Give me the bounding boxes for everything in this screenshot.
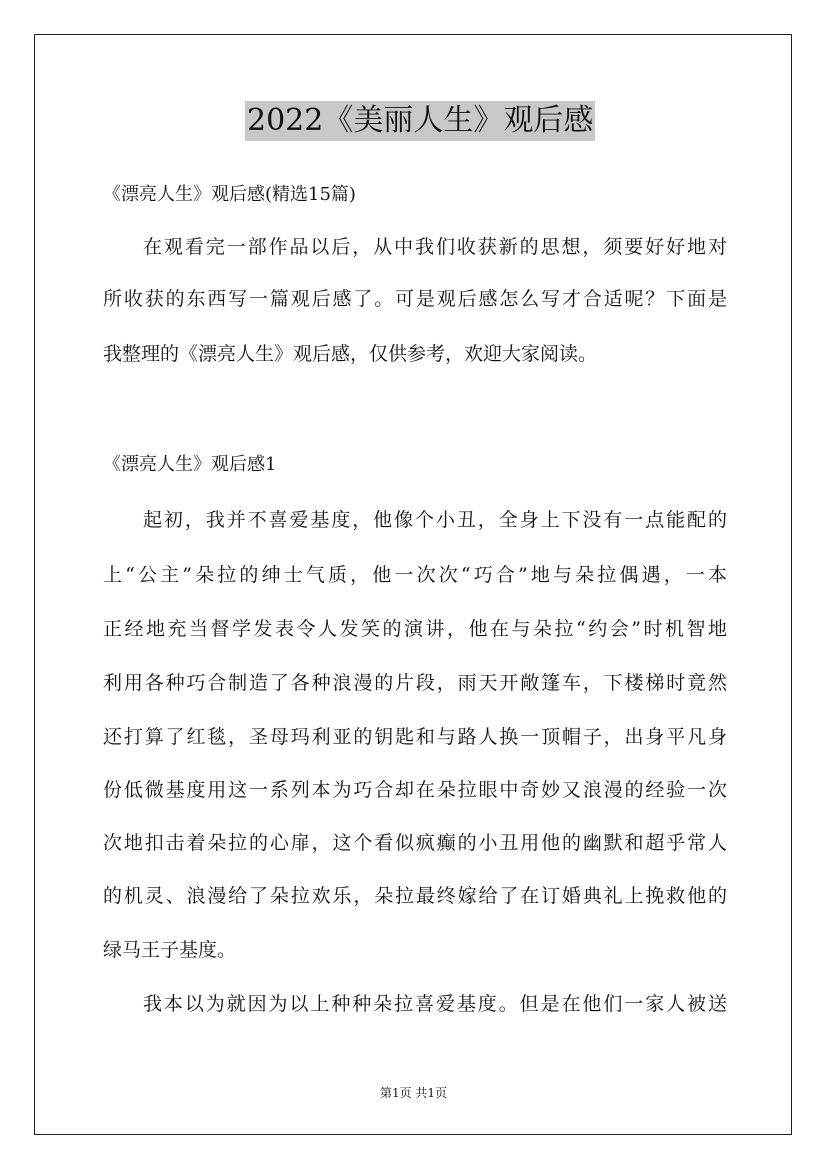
page-footer: 第1页 共1页: [379, 1086, 448, 1100]
document-title: 2022《美丽人生》观后感: [245, 101, 595, 141]
paragraph-line: 我本以为就因为以上种种朵拉喜爱基度。但是在他们一家人被送: [143, 993, 727, 1015]
paragraph-line: 上“公主”朵拉的绅士气质，他一次次“巧合”地与朵拉偶遇，一本: [103, 564, 727, 586]
paragraph-line: 起初，我并不喜爱基度，他像个小丑，全身上下没有一点能配的: [143, 509, 727, 531]
intro-line: 在观看完一部作品以后，从中我们收获新的思想，须要好好地对: [143, 236, 727, 258]
intro-line: 所收获的东西写一篇观后感了。可是观后感怎么写才合适呢？下面是: [103, 288, 727, 310]
document-subtitle: 《漂亮人生》观后感(精选15篇): [103, 184, 356, 205]
paragraph-line: 利用各种巧合制造了各种浪漫的片段，雨天开敞篷车，下楼梯时竟然: [103, 672, 727, 694]
section-heading: 《漂亮人生》观后感1: [103, 454, 277, 475]
paragraph-line: 的机灵、浪漫给了朵拉欢乐，朵拉最终嫁给了在订婚典礼上挽救他的: [103, 885, 727, 907]
intro-line: 我整理的《漂亮人生》观后感，仅供参考，欢迎大家阅读。: [103, 343, 598, 365]
paragraph-line: 次地扣击着朵拉的心扉，这个看似疯癫的小丑用他的幽默和超乎常人: [103, 832, 727, 854]
paragraph-line: 正经地充当督学发表令人发笑的演讲，他在与朵拉“约会”时机智地: [103, 618, 727, 640]
paragraph-line: 份低微基度用这一系列本为巧合却在朵拉眼中奇妙又浪漫的经验一次: [103, 779, 727, 801]
paragraph-line: 还打算了红毯，圣母玛利亚的钥匙和与路人换一顶帽子，出身平凡身: [103, 726, 727, 748]
paragraph-line: 绿马王子基度。: [103, 939, 237, 961]
